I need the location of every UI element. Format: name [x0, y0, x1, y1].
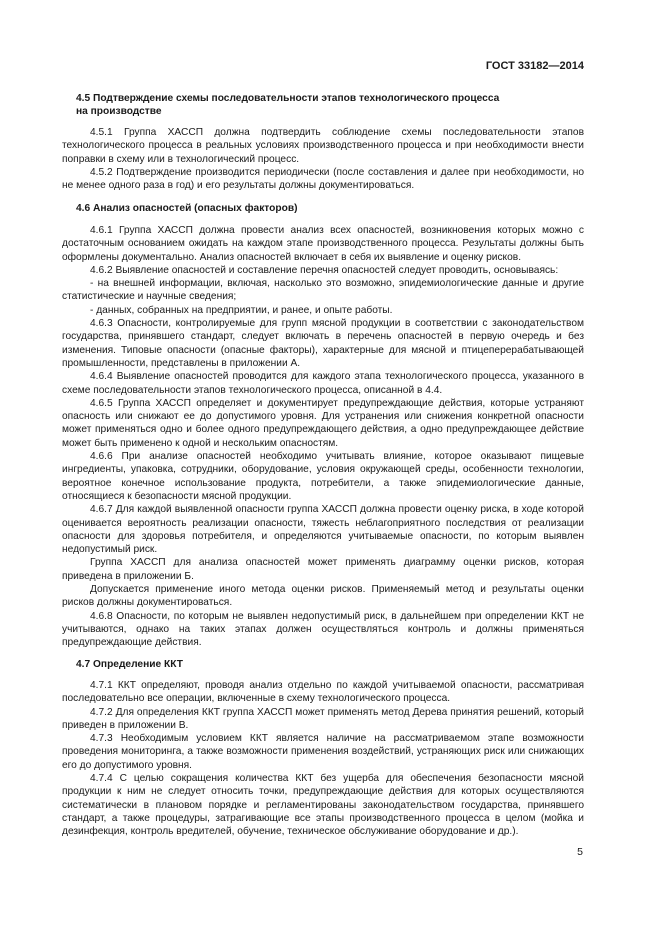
section-title: 4.6 Анализ опасностей (опасных факторов) [76, 203, 298, 214]
paragraph: 4.7.4 С целью сокращения количества ККТ без ущерба для обеспечения безопасности мясной продукции к ним не следует относить точки, предупреждающие действия для которых осуществляются систематически в плановом порядке и регламентированы законодательством государства, принявшего стандарт, а также процедуры, затрагивающие все этапы производственного процесса в целом (мойка и дезинфекция, контроль вредителей, обучение, техническое обслуживание оборудование и др.). [62, 773, 584, 838]
section-4-6-title [62, 202, 584, 215]
paragraph: 4.5.1 Группа ХАССП должна подтвердить соблюдение схемы последовательности этапов технологического процесса в реальных условиях производственного процесса и при необходимости внести поправки в схему или в технологический процесс. [62, 127, 584, 165]
paragraph: 4.6.1 Группа ХАССП должна провести анализ всех опасностей, возникновения которых можно с достаточным основанием ожидать на каждом этапе производственного процесса. Результаты должны быть оформлены документально. Анализ опасностей включает в себя их выявление и оценку рисков. [62, 225, 584, 263]
paragraph: 4.6.2 Выявление опасностей и составление перечня опасностей следует проводить, основываясь: [90, 264, 559, 276]
paragraph: 4.6.4 Выявление опасностей проводится для каждого этапа технологического процесса, указанного в схеме последовательности этапов технологического процесса, описанной в 4.4. [62, 371, 584, 396]
standard-number: ГОСТ 33182—2014 [485, 60, 584, 72]
section-title: 4.5 Подтверждение схемы последовательности этапов технологического процесса [76, 93, 500, 104]
paragraph: 4.6.3 Опасности, контролируемые для групп мясной продукции в соответствии с законодательством государства, принявшего стандарт, следует включать в перечень опасностей в первую очередь и без изменения. Типовые опасности (опасные факторы), характерные для мясной и птицеперерабатывающей промышленности, представлены в приложении А. [62, 318, 584, 369]
paragraph: 4.6.7 Для каждой выявленной опасности группа ХАССП должна провести оценку риска, в ходе которой оценивается вероятность реализации опасности, тяжесть неблагоприятного последствия от реализации опасности для здоровья потребителя, и определяются учитываемые опасности, по которым выявлен недопустимый риск. [62, 504, 584, 556]
section-4-7-body [62, 679, 584, 839]
section-title: 4.7 Определение ККТ [76, 659, 183, 670]
paragraph: - на внешней информации, включая, насколько это возможно, эпидемиологические данные и другие статистические и научные сведения; [62, 278, 584, 303]
paragraph: - данных, собранных на предприятии, и ранее, и опыте работы. [90, 304, 393, 316]
page-number: 5 [577, 846, 583, 858]
section-4-7-title [62, 658, 584, 671]
paragraph: 4.7.1 ККТ определяют, проводя анализ отдельно по каждой учитываемой опасности, рассматривая последовательно все операции, включенные в схему технологического процесса. [62, 680, 584, 705]
paragraph: Допускается применение иного метода оценки рисков. Применяемый метод и результаты оценки рисков должны документироваться. [62, 584, 584, 609]
paragraph: 4.6.8 Опасности, по которым не выявлен недопустимый риск, в дальнейшем при определении ККТ не учитываются, однако на таких этапах должен осуществляться контроль и должны применяться предупреждающие действия. [62, 610, 584, 649]
section-4-5-body [62, 126, 584, 192]
section-4-5 [62, 92, 584, 119]
paragraph: 4.7.3 Необходимым условием ККТ является наличие на рассматриваемом этапе возможности проведения мониторинга, а также возможности применения воздействий, устраняющих риск или снижающих его до допустимого уровня. [62, 733, 584, 771]
paragraph: 4.6.6 При анализе опасностей необходимо учитывать влияние, которое оказывают пищевые ингредиенты, упаковка, сотрудники, оборудование, условия окружающей среды, особенности технологии, вероятное конечное использование продукта, потребители, а также эпидемиологические данные, относящиеся к безопасности мясной продукции. [62, 451, 584, 502]
section-4-6-body [62, 224, 584, 650]
paragraph: 4.7.2 Для определения ККТ группа ХАССП может применять метод Дерева принятия решений, который приведен в приложении В. [62, 706, 584, 731]
paragraph: 4.5.2 Подтверждение производится периодически (после составления и далее при необходимости, но не менее одного раза в год) и его результаты должны документироваться. [62, 166, 584, 192]
section-title-cont: на производстве [76, 106, 162, 118]
paragraph: Группа ХАССП для анализа опасностей может применять диаграмму оценки рисков, которая приведена в приложении Б. [62, 557, 584, 582]
paragraph: 4.6.5 Группа ХАССП определяет и документирует предупреждающие действия, которые устраняют опасность или снижают ее до допустимого уровня. Для устранения или снижения конкретной опасности может применяться одно и более одного предупреждающего действия, а одно предупреждающее действие может быть применено к одной и нескольким опасностям. [62, 397, 584, 449]
